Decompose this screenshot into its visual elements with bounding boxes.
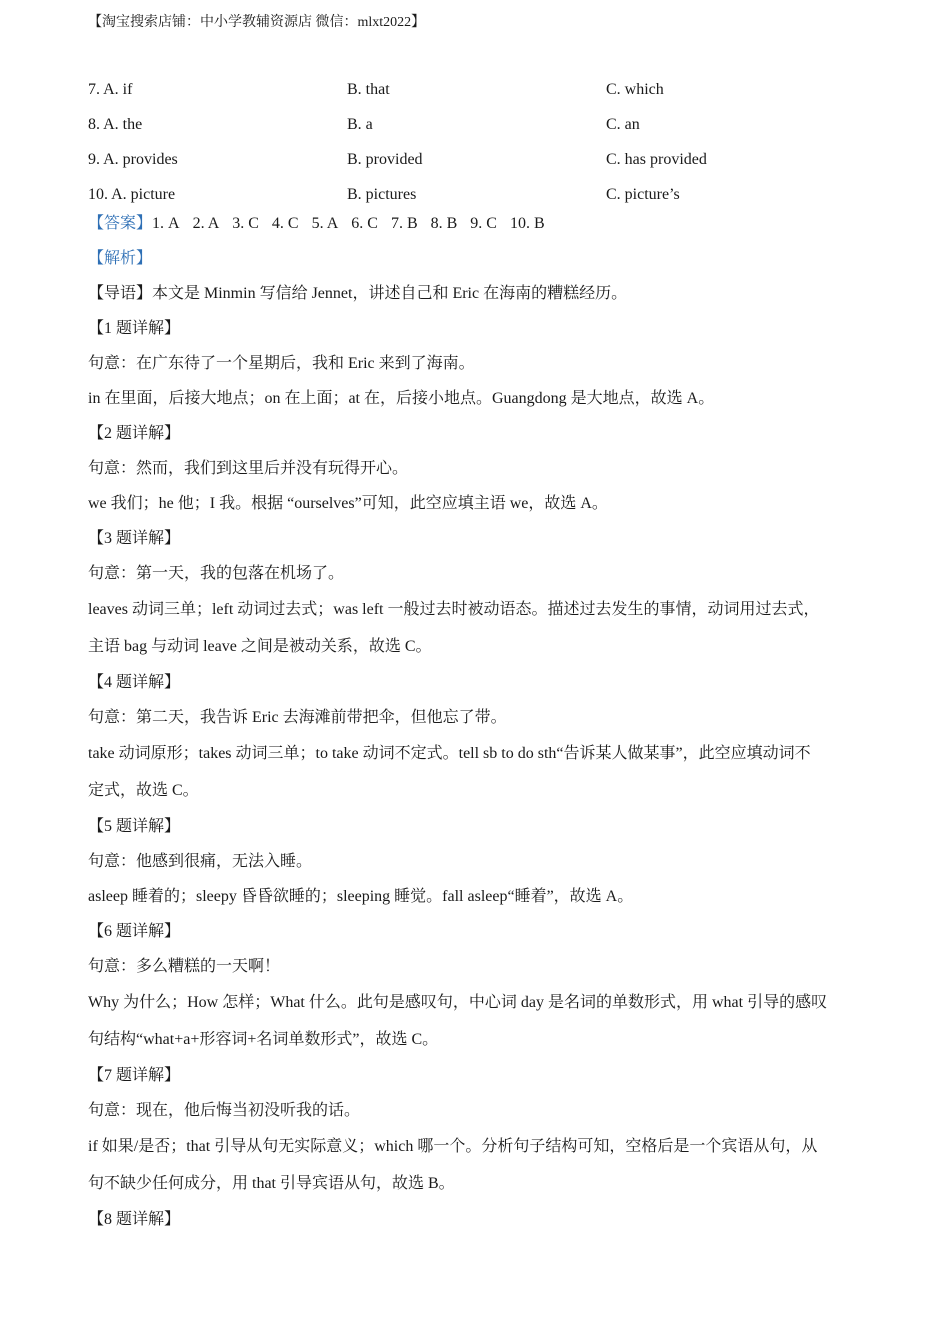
options-row-9 (88, 143, 868, 178)
section-heading: 【6 题详解】 (88, 923, 181, 940)
sentence-meaning: 句意：第一天，我的包落在机场了。 (88, 565, 345, 582)
answer-item: 9. C (470, 215, 497, 232)
section-heading: 【8 题详解】 (88, 1211, 181, 1228)
intro-line: 【导语】本文是 Minmin 写信给 Jennet，讲述自己和 Eric 在海南的糟糕经历。 (88, 285, 628, 302)
explanation-line: asleep 睡着的；sleepy 昏昏欲睡的；sleeping 睡觉。fall asleep“睡着”，故选 A。 (88, 888, 634, 905)
sentence-meaning: 句意：然而，我们到这里后并没有玩得开心。 (88, 460, 409, 477)
sentence-meaning: 句意：在广东待了一个星期后，我和 Eric 来到了海南。 (88, 355, 475, 372)
sentence-meaning: 句意：他感到很痛，无法入睡。 (88, 853, 313, 870)
option-c: C. an (606, 116, 640, 134)
option-c: C. has provided (606, 150, 707, 168)
answer-item: 3. C (232, 215, 259, 232)
section-heading: 【1 题详解】 (88, 320, 181, 337)
answer-item: 8. B (430, 215, 458, 232)
explanation-line: Why 为什么；How 怎样；What 什么。此句是感叹句，中心词 day 是名词的单数形式，用 what 引导的感叹 (88, 994, 828, 1011)
explanation-line: 定式，故选 C。 (88, 782, 199, 799)
options-row-7 (88, 73, 868, 108)
option-b: B. provided (347, 150, 423, 168)
answer-item: 7. B (390, 215, 418, 232)
explanation-line: 主语 bag 与动词 leave 之间是被动关系，故选 C。 (88, 638, 432, 655)
answer-label: 【答案】 (88, 215, 153, 232)
answer-item: 6. C (351, 215, 378, 232)
option-a: 8. A. the (88, 116, 143, 134)
options-table (88, 73, 868, 212)
answer-line (88, 206, 858, 241)
option-b: B. that (347, 81, 390, 99)
sentence-meaning: 句意：多么糟糕的一天啊！ (88, 958, 281, 975)
page-header: 【淘宝搜索店铺：中小学教辅资源店 微信：mlxt2022】 (88, 15, 426, 30)
section-heading: 【3 题详解】 (88, 530, 181, 547)
analysis-label: 【解析】 (88, 250, 153, 267)
option-a: 9. A. provides (88, 150, 178, 168)
explanation-line: 句结构“what+a+形容词+名词单数形式”，故选 C。 (88, 1031, 439, 1048)
section-heading: 【4 题详解】 (88, 674, 181, 691)
option-c: C. which (606, 81, 664, 99)
sentence-meaning: 句意：现在，他后悔当初没听我的话。 (88, 1102, 361, 1119)
option-b: B. pictures (347, 185, 417, 203)
explanation-content (88, 206, 858, 1237)
answer-item: 5. A (311, 215, 339, 232)
options-row-8 (88, 108, 868, 143)
explanation-line: 句不缺少任何成分，用 that 引导宾语从句，故选 B。 (88, 1175, 455, 1192)
explanation-line: in 在里面，后接大地点；on 在上面；at 在，后接小地点。Guangdong 是大地点，故选 A。 (88, 390, 715, 407)
option-a: 7. A. if (88, 81, 133, 99)
explanation-line: if 如果/是否；that 引导从句无实际意义；which 哪一个。分析句子结构可知，空格后是一个宾语从句，从 (88, 1138, 818, 1155)
explanation-line: take 动词原形；takes 动词三单；to take 动词不定式。tell sb to do sth“告诉某人做某事”，此空应填动词不 (88, 745, 811, 762)
section-heading: 【7 题详解】 (88, 1067, 181, 1084)
answer-item: 1. A (152, 215, 180, 232)
sentence-meaning: 句意：第二天，我告诉 Eric 去海滩前带把伞，但他忘了带。 (88, 709, 507, 726)
answer-item: 2. A (192, 215, 220, 232)
section-heading: 【5 题详解】 (88, 818, 181, 835)
option-b: B. a (347, 116, 373, 134)
option-c: C. picture’s (606, 185, 680, 203)
explanation-line: we 我们；he 他；I 我。根据 “ourselves”可知，此空应填主语 we，故选 A。 (88, 495, 608, 512)
explanation-line: leaves 动词三单；left 动词过去式；was left 一般过去时被动语态。描述过去发生的事情，动词用过去式， (88, 601, 820, 618)
option-a: 10. A. picture (88, 185, 176, 203)
answer-item: 10. B (509, 215, 545, 232)
section-heading: 【2 题详解】 (88, 425, 181, 442)
answer-item: 4. C (271, 215, 299, 232)
